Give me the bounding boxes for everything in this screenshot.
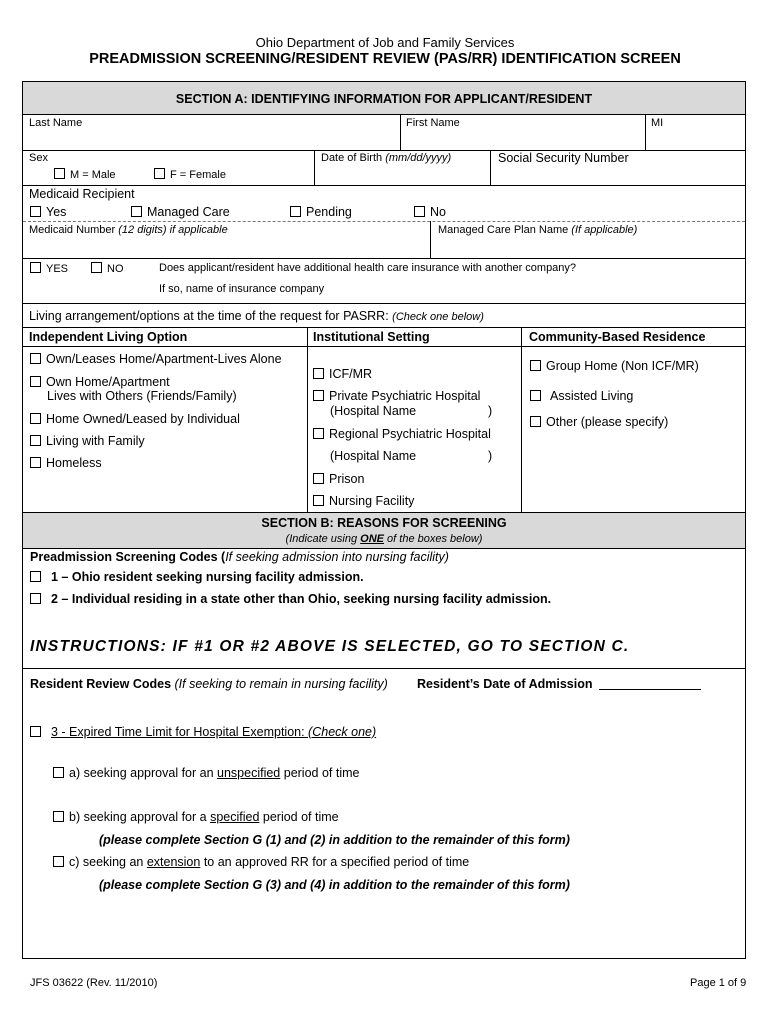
inst-option-1[interactable]: ICF/MR [313, 367, 372, 381]
col-community-header: Community-Based Residence [529, 330, 706, 344]
option-c[interactable]: c) seeking an extension to an approved RR for a specified period of time [53, 855, 469, 869]
inst-3-paren: ) [488, 449, 493, 463]
inst-4-checkbox[interactable] [313, 473, 324, 484]
section-b-subtitle: (Indicate using ONE of the boxes below) [285, 533, 483, 545]
female-checkbox[interactable] [154, 168, 165, 179]
option-a-checkbox[interactable] [53, 767, 64, 778]
ind-4-checkbox[interactable] [30, 435, 41, 446]
inst-1-checkbox[interactable] [313, 368, 324, 379]
inst-3-hospital-name: (Hospital Name [330, 449, 417, 463]
section-b-title: SECTION B: REASONS FOR SCREENING [261, 516, 507, 530]
inst-option-3[interactable]: Regional Psychiatric Hospital [313, 427, 491, 441]
male-checkbox[interactable] [54, 168, 65, 179]
col-independent-header: Independent Living Option [29, 330, 188, 344]
dob-label: Date of Birth (mm/dd/yyyy) [321, 152, 452, 164]
com-1-checkbox[interactable] [530, 360, 541, 371]
ind-option-5[interactable]: Homeless [30, 456, 102, 470]
ind-option-4[interactable]: Living with Family [30, 434, 145, 448]
option-b-note: (please complete Section G (1) and (2) in addition to the remainder of this form) [99, 833, 570, 847]
code-3-checkbox[interactable] [30, 726, 41, 737]
first-name-label: First Name [406, 117, 460, 129]
living-arrangement-label: Living arrangement/options at the time of the request for PASRR: (Check one below) [29, 309, 484, 323]
ssn-label: Social Security Number [498, 151, 629, 165]
medicaid-number-label: Medicaid Number (12 digits) if applicable [29, 224, 228, 236]
page-number: Page 1 of 9 [690, 977, 747, 989]
medicaid-yes-checkbox[interactable] [30, 206, 41, 217]
admission-date-field[interactable]: Resident’s Date of Admission [417, 677, 701, 691]
option-c-checkbox[interactable] [53, 856, 64, 867]
com-3-checkbox[interactable] [530, 416, 541, 427]
insurance-yes-checkbox[interactable] [30, 262, 41, 273]
ind-3-checkbox[interactable] [30, 413, 41, 424]
option-b-checkbox[interactable] [53, 811, 64, 822]
form-id: JFS 03622 (Rev. 11/2010) [30, 977, 158, 989]
medicaid-recipient-label: Medicaid Recipient [29, 187, 135, 201]
ind-option-1[interactable]: Own/Leases Home/Apartment-Lives Alone [30, 352, 282, 366]
managed-care-checkbox[interactable] [131, 206, 142, 217]
sex-female-option[interactable]: F = Female [154, 168, 226, 181]
insurance-question: Does applicant/resident have additional health care insurance with another company? [159, 262, 577, 274]
insurance-name-label: If so, name of insurance company [159, 283, 325, 295]
com-2-checkbox[interactable] [530, 390, 541, 401]
medicaid-no-option[interactable]: No [414, 205, 446, 219]
inst-option-5[interactable]: Nursing Facility [313, 494, 414, 508]
code-1-option[interactable]: 1 – Ohio resident seeking nursing facility admission. [30, 570, 364, 584]
com-option-1[interactable]: Group Home (Non ICF/MR) [530, 359, 699, 373]
insurance-no-checkbox[interactable] [91, 262, 102, 273]
medicaid-pending-option[interactable]: Pending [290, 205, 352, 219]
ind-2-checkbox[interactable] [30, 376, 41, 387]
code-2-checkbox[interactable] [30, 593, 41, 604]
com-option-3[interactable]: Other (please specify) [530, 415, 668, 429]
inst-5-checkbox[interactable] [313, 495, 324, 506]
code-1-checkbox[interactable] [30, 571, 41, 582]
ind-1-checkbox[interactable] [30, 353, 41, 364]
medicaid-no-checkbox[interactable] [414, 206, 425, 217]
insurance-no-option[interactable]: NO [91, 262, 124, 275]
code-2-option[interactable]: 2 – Individual residing in a state other than Ohio, seeking nursing facility admission. [30, 592, 551, 606]
com-option-2[interactable]: Assisted Living [530, 389, 633, 403]
sex-label: Sex [29, 152, 48, 164]
mi-label: MI [651, 117, 664, 129]
inst-2-checkbox[interactable] [313, 390, 324, 401]
insurance-yes-option[interactable]: YES [30, 262, 68, 275]
inst-3-checkbox[interactable] [313, 428, 324, 439]
ind-option-2-line2: Lives with Others (Friends/Family) [47, 389, 237, 403]
inst-option-4[interactable]: Prison [313, 472, 364, 486]
col-institutional-header: Institutional Setting [313, 330, 430, 344]
agency-name: Ohio Department of Job and Family Services [255, 35, 515, 50]
instructions-text: INSTRUCTIONS: IF #1 OR #2 ABOVE IS SELECTED, GO TO SECTION C. [30, 638, 630, 655]
sex-male-option[interactable]: M = Male [54, 168, 116, 181]
ind-option-3[interactable]: Home Owned/Leased by Individual [30, 412, 240, 426]
option-b[interactable]: b) seeking approval for a specified period of time [53, 810, 339, 824]
code-3-option[interactable]: 3 - Expired Time Limit for Hospital Exemption: (Check one) [30, 725, 376, 739]
inst-2-hospital-name: (Hospital Name [330, 404, 417, 418]
last-name-label: Last Name [29, 117, 83, 129]
admission-date-line[interactable] [599, 677, 701, 690]
plan-name-label: Managed Care Plan Name (If applicable) [438, 224, 638, 236]
rr-codes-label: Resident Review Codes (If seeking to remain in nursing facility) [30, 677, 388, 691]
medicaid-yes-option[interactable]: Yes [30, 205, 66, 219]
option-a[interactable]: a) seeking approval for an unspecified period of time [53, 766, 359, 780]
ind-5-checkbox[interactable] [30, 457, 41, 468]
medicaid-managed-care-option[interactable]: Managed Care [131, 205, 230, 219]
form-title: PREADMISSION SCREENING/RESIDENT REVIEW (PAS/RR) IDENTIFICATION SCREEN [89, 51, 681, 67]
inst-2-paren: ) [488, 404, 493, 418]
pas-codes-label: Preadmission Screening Codes (If seeking admission into nursing facility) [30, 550, 449, 564]
pending-checkbox[interactable] [290, 206, 301, 217]
inst-option-2[interactable]: Private Psychiatric Hospital [313, 389, 480, 403]
section-a-title: SECTION A: IDENTIFYING INFORMATION FOR APPLICANT/RESIDENT [175, 92, 593, 106]
ind-option-2[interactable]: Own Home/Apartment [30, 375, 170, 389]
option-c-note: (please complete Section G (3) and (4) in addition to the remainder of this form) [99, 878, 570, 892]
